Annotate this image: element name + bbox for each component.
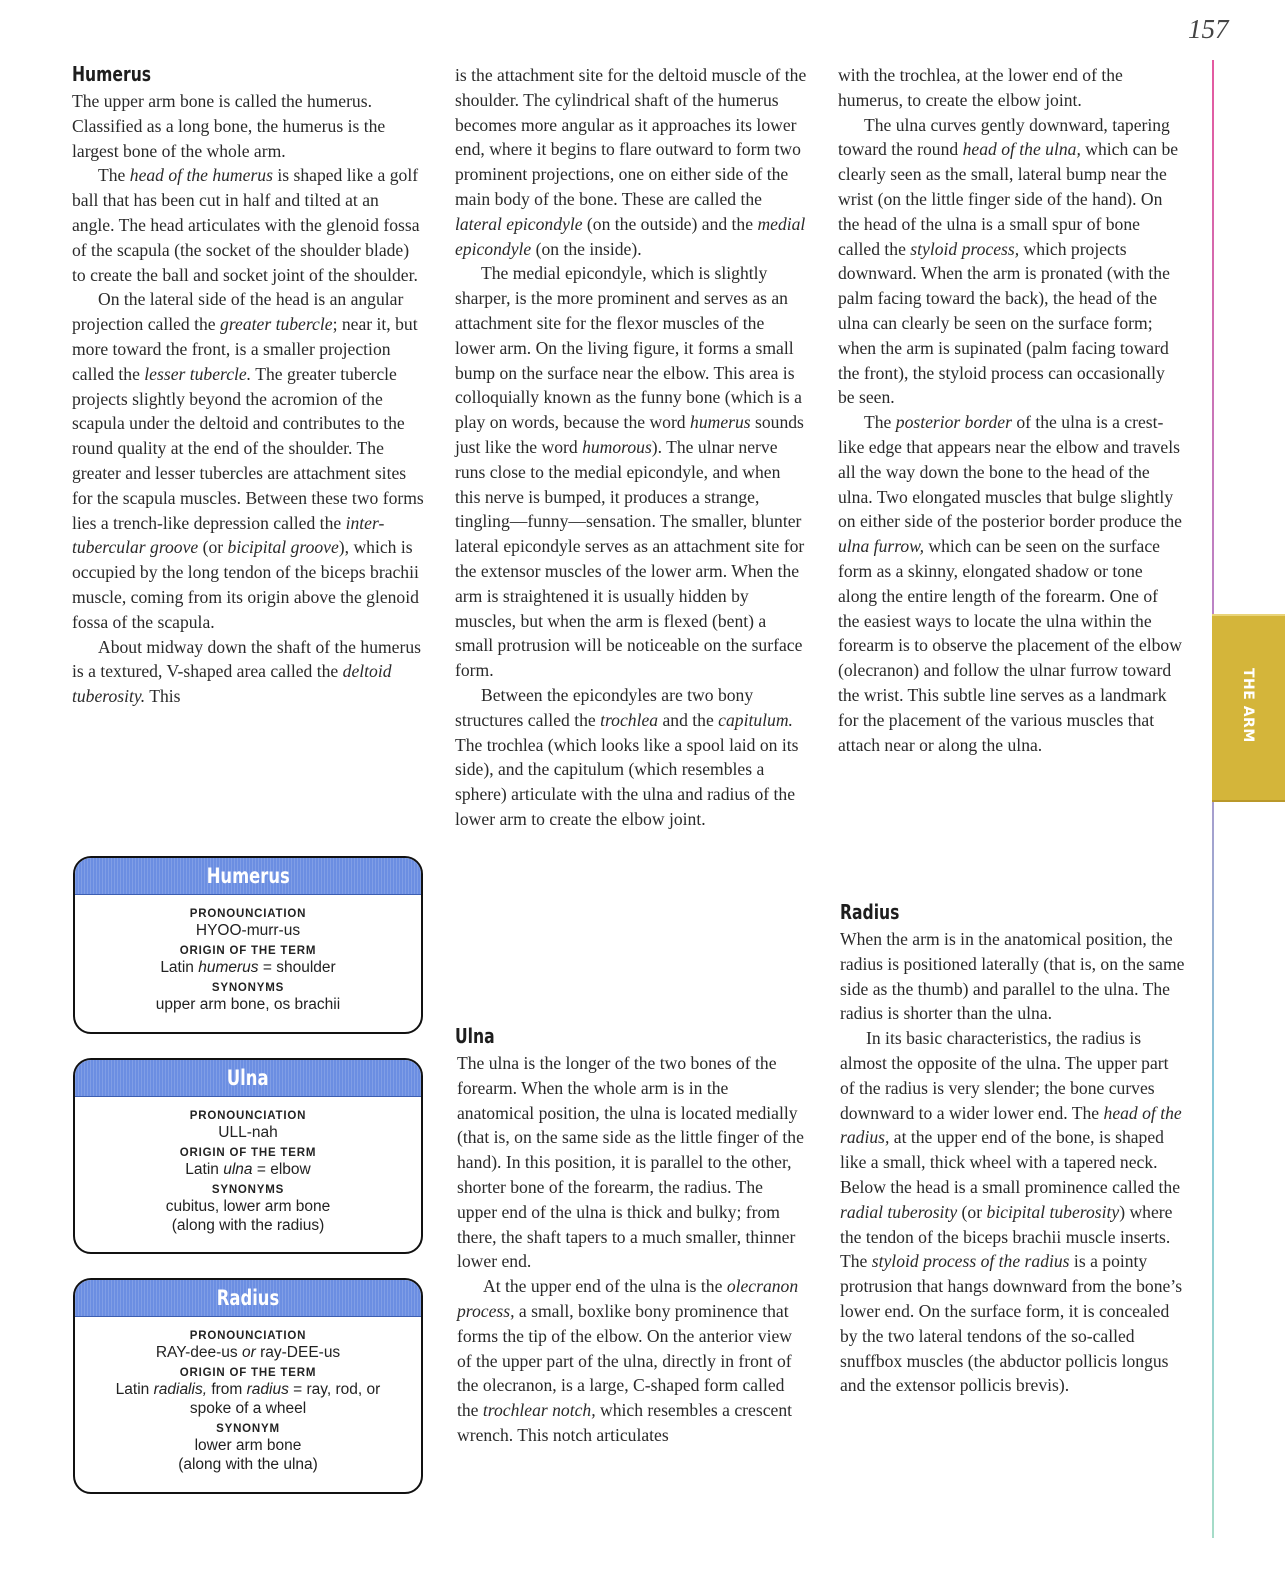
ulna-paragraph-5: The posterior border of the ulna is a crest-like edge that appears near the elbow and travels all the way down the bone to the head of the ulna. Two elongated muscles that bulge slightly on either side of the posterior border produce the ulna furrow, which can be seen on the surface form as a skinny, elongated shadow or tone along the entire length of the forearm. One of the easiest ways to locate the ulna within the forearm is to observe the placement of the elbow (olecranon) and follow the ulnar furrow toward the wrist. This subtle line serves as a landmark for the placement of the various muscles that attach near or along the ulna. xyxy=(838,412,1182,755)
radius-paragraph-2: In its basic characteristics, the radius is almost the opposite of the ulna. The upper part of the radius is very slender; the bone curves downward to a wider lower end. The head of the radius, at the upper end of the bone, is shaped like a small, thick wheel with a tapered neck. Below the head is a small prominence called the radial tuberosity (or bicipital tuberosity) where the tendon of the biceps brachii muscle inserts. The styloid process of the radius is a pointy protrusion that hangs downward from the bone’s lower end. On the surface form, it is concealed by the two lateral tendons of the so-called snuffbox muscles (the abductor pollicis longus and the extensor pollicis brevis). xyxy=(840,1028,1183,1396)
info-box-title: Radius xyxy=(75,1280,421,1317)
pronunciation-value: ULL-nah xyxy=(218,1124,278,1141)
info-box-title: Ulna xyxy=(75,1060,421,1097)
pronunciation-value: RAY-dee-us or ray-DEE-us xyxy=(155,1344,341,1361)
synonyms-value: cubitus, lower arm bone xyxy=(165,1198,331,1215)
humerus-paragraph-4: About midway down the shaft of the humerus is a textured, V-shaped area called the deltoid tuberosity. This xyxy=(72,636,421,707)
ulna-paragraph-3: with the trochlea, at the lower end of the humerus, to create the elbow joint. xyxy=(838,65,1123,110)
chapter-tab-label: THE ARM xyxy=(1240,667,1256,743)
column-1 xyxy=(72,61,424,709)
ulna-text xyxy=(457,1051,807,1448)
pronunciation-label: PRONOUNCIATION xyxy=(189,1110,307,1122)
info-box-title: Humerus xyxy=(75,858,421,895)
ulna-paragraph-1: The ulna is the longer of the two bones of the forearm. When the whole arm is in the anatomical position, the ulna is located medially (that is, on the same side as the little finger of the hand). In this position, it is parallel to the other, shorter bone of the forearm, the radius. The upper end of the ulna is thick and bulky; from there, the shaft tapers to a much smaller, thinner lower end. xyxy=(457,1053,804,1272)
humerus-paragraph-5: is the attachment site for the deltoid muscle of the shoulder. The cylindrical shaft of the humerus becomes more angular as it approaches its lower end, where it begins to flare outward to form two prominent projections, one on either side of the main body of the bone. These are called the lateral epicondyle (on the outside) and the medial epicondyle (on the inside). xyxy=(455,65,807,259)
column-2 xyxy=(455,63,807,832)
pronunciation-label: PRONOUNCIATION xyxy=(189,908,307,920)
synonyms-value-2: (along with the ulna) xyxy=(178,1456,318,1473)
origin-value-2: spoke of a wheel xyxy=(189,1400,307,1417)
info-box-ulna xyxy=(73,1058,423,1254)
section-heading-radius: Radius xyxy=(840,900,900,924)
synonyms-value: lower arm bone xyxy=(194,1437,302,1454)
column-3 xyxy=(838,63,1183,757)
humerus-paragraph-6: The medial epicondyle, which is slightly sharper, is the more prominent and serves as an attachment site for the flexor muscles of the lower arm. On the living figure, it forms a small bump on the surface near the elbow. This area is colloquially known as the funny bone (which is a play on words, because the word humerus sounds just like the word humorous). The ulnar nerve runs close to the medial epicondyle, and when this nerve is bumped, it produces a strange, tingling—funny—sensation. The smaller, blunter lateral epicondyle serves as an attachment site for the extensor muscles of the lower arm. When the arm is straightened it is usually hidden by muscles, but when the arm is flexed (bent) a small protrusion will be noticeable on the surface form. xyxy=(455,263,805,681)
info-box-humerus xyxy=(73,856,423,1034)
origin-label: ORIGIN OF THE TERM xyxy=(179,1367,317,1379)
synonyms-label: SYNONYM xyxy=(216,1423,280,1435)
synonyms-label: SYNONYMS xyxy=(211,982,285,994)
humerus-paragraph-2: The head of the humerus is shaped like a golf ball that has been cut in half and tilted at an angle. The head articulates with the glenoid fossa of the scapula (the socket of the shoulder blade) to create the ball and socket joint of the shoulder. xyxy=(72,165,420,285)
humerus-paragraph-7: Between the epicondyles are two bony structures called the trochlea and the capitulum. The trochlea (which looks like a spool laid on its side), and the capitulum (which resembles a sphere) articulate with the ulna and radius of the lower arm to create the elbow joint. xyxy=(455,684,799,829)
humerus-paragraph-1: The upper arm bone is called the humerus. Classified as a long bone, the humerus is the largest bone of the whole arm. xyxy=(72,91,386,161)
origin-value: Latin radialis, from radius = ray, rod, or xyxy=(115,1381,381,1398)
section-heading-ulna: Ulna xyxy=(455,1024,495,1048)
section-heading-humerus: Humerus xyxy=(72,62,152,86)
origin-label: ORIGIN OF THE TERM xyxy=(179,1147,317,1159)
humerus-paragraph-3: On the lateral side of the head is an angular projection called the greater tubercle; near it, but more toward the front, is a smaller projection called the lesser tubercle. The greater tubercle projects slightly beyond the acromion of the scapula under the deltoid and contributes to the round quality at the end of the shoulder. The greater and lesser tubercles are attachment sites for the scapula muscles. Between these two forms lies a trench-like depression called the inter-tubercular groove (or bicipital groove), which is occupied by the long tendon of the biceps brachii muscle, coming from its origin above the glenoid fossa of the scapula. xyxy=(72,289,424,632)
origin-value: Latin humerus = shoulder xyxy=(160,959,336,976)
ulna-paragraph-4: The ulna curves gently downward, tapering toward the round head of the ulna, which can be clearly seen as the small, lateral bump near the wrist (on the little finger side of the hand). On the head of the ulna is a small spur of bone called the styloid process, which projects downward. When the arm is pronated (with the palm facing toward the back), the head of the ulna can clearly be seen on the surface form; when the arm is supinated (palm facing toward the front), the styloid process can occasionally be seen. xyxy=(838,114,1179,408)
info-box-radius xyxy=(73,1278,423,1494)
pronunciation-label: PRONOUNCIATION xyxy=(189,1330,307,1342)
origin-label: ORIGIN OF THE TERM xyxy=(179,945,317,957)
synonyms-label: SYNONYMS xyxy=(211,1184,285,1196)
ulna-paragraph-2: At the upper end of the ulna is the olecranon process, a small, boxlike bony prominence that forms the tip of the elbow. On the anterior view of the upper part of the ulna, directly in front of the olecranon, is a large, C-shaped form called the trochlear notch, which resembles a crescent wrench. This notch articulates xyxy=(457,1276,799,1445)
pronunciation-value: HYOO-murr-us xyxy=(195,922,301,939)
radius-paragraph-1: When the arm is in the anatomical position, the radius is positioned laterally (that is, on the same side as the thumb) and parallel to the ulna. The radius is shorter than the ulna. xyxy=(840,929,1185,1024)
synonyms-value-2: (along with the radius) xyxy=(171,1217,325,1234)
origin-value: Latin ulna = elbow xyxy=(185,1161,311,1178)
radius-text xyxy=(840,927,1185,1398)
page-number: 157 xyxy=(1188,14,1229,44)
synonyms-value: upper arm bone, os brachii xyxy=(155,996,341,1013)
